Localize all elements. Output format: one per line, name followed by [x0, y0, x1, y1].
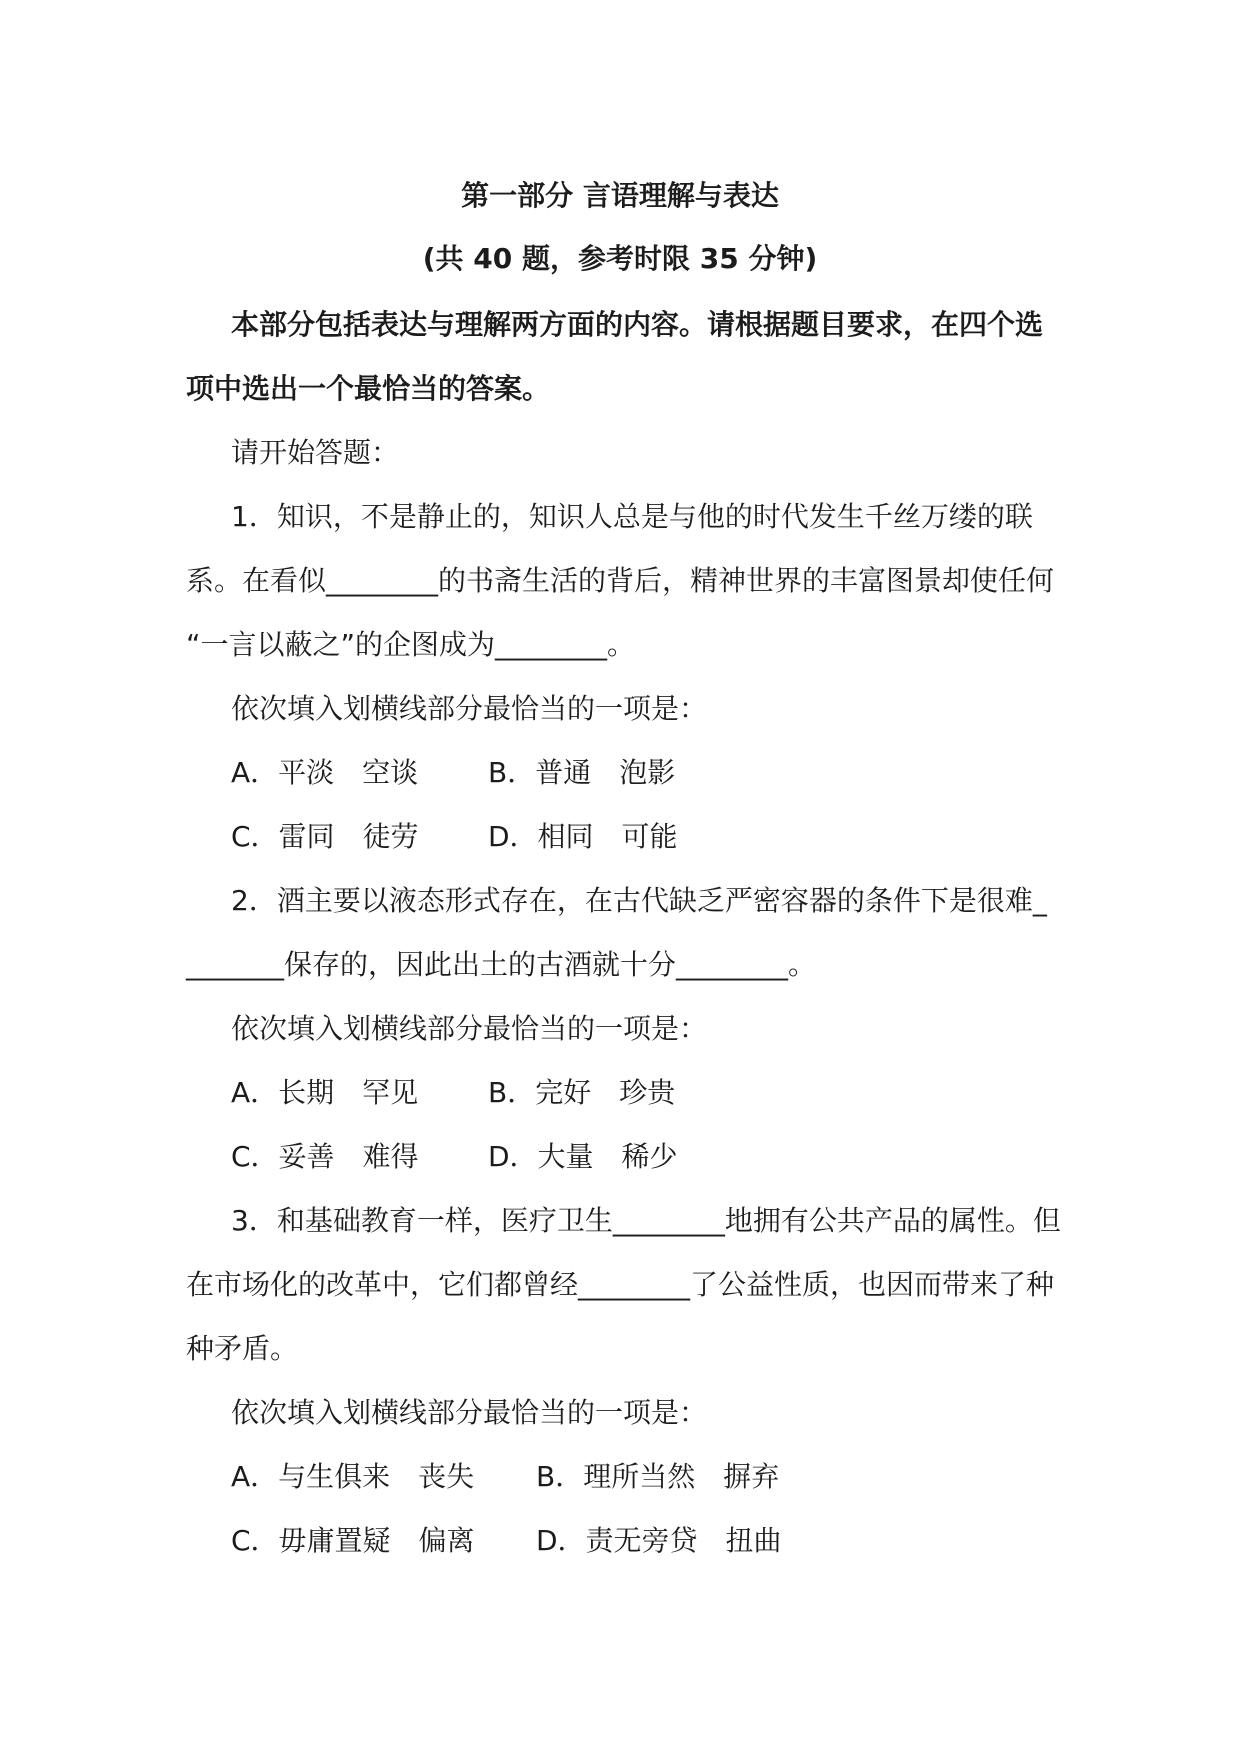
- part-title: 第一部分 言语理解与表达: [461, 179, 779, 212]
- question-3-line-1: 3．和基础教育一样，医疗卫生________地拥有公共产品的属性。但: [231, 1204, 1061, 1237]
- question-3-option-d: D．责无旁贷 扭曲: [536, 1524, 782, 1557]
- instructions-line-1: 本部分包括表达与理解两方面的内容。请根据题目要求，在四个选: [231, 308, 1044, 341]
- question-3-option-a: A．与生俱来 丧失: [231, 1460, 475, 1493]
- question-2-option-d: D．大量 稀少: [488, 1140, 678, 1173]
- question-1-line-1: 1．知识，不是静止的，知识人总是与他的时代发生千丝万缕的联: [231, 500, 1033, 533]
- part-subtitle: (共 40 题，参考时限 35 分钟): [422, 242, 818, 275]
- question-2-line-2: _______保存的，因此出土的古酒就十分________。: [186, 948, 817, 981]
- question-1-prompt: 依次填入划横线部分最恰当的一项是：: [231, 692, 708, 725]
- question-2-option-a: A．长期 罕见: [231, 1076, 419, 1109]
- start-prompt: 请开始答题：: [231, 436, 400, 469]
- question-1-option-b: B．普通 泡影: [488, 756, 676, 789]
- question-2-line-1: 2．酒主要以液态形式存在，在古代缺乏严密容器的条件下是很难_: [231, 884, 1047, 917]
- question-3-line-2: 在市场化的改革中，它们都曾经________了公益性质，也因而带来了种: [186, 1268, 1055, 1301]
- question-3-prompt: 依次填入划横线部分最恰当的一项是：: [231, 1396, 708, 1429]
- question-1-option-d: D．相同 可能: [488, 820, 678, 853]
- question-3-option-c: C．毋庸置疑 偏离: [231, 1524, 475, 1557]
- question-3-line-3: 种矛盾。: [186, 1332, 299, 1365]
- question-1-option-c: C．雷同 徒劳: [231, 820, 419, 853]
- question-1-line-3: “一言以蔽之”的企图成为________。: [186, 628, 636, 661]
- question-3-option-b: B．理所当然 摒弃: [536, 1460, 780, 1493]
- instructions-line-2: 项中选出一个最恰当的答案。: [186, 372, 551, 405]
- question-2-prompt: 依次填入划横线部分最恰当的一项是：: [231, 1012, 708, 1045]
- question-2-option-b: B．完好 珍贵: [488, 1076, 676, 1109]
- question-1-option-a: A．平淡 空谈: [231, 756, 419, 789]
- question-2-option-c: C．妥善 难得: [231, 1140, 419, 1173]
- question-1-line-2: 系。在看似________的书斋生活的背后，精神世界的丰富图景却使任何: [186, 564, 1055, 597]
